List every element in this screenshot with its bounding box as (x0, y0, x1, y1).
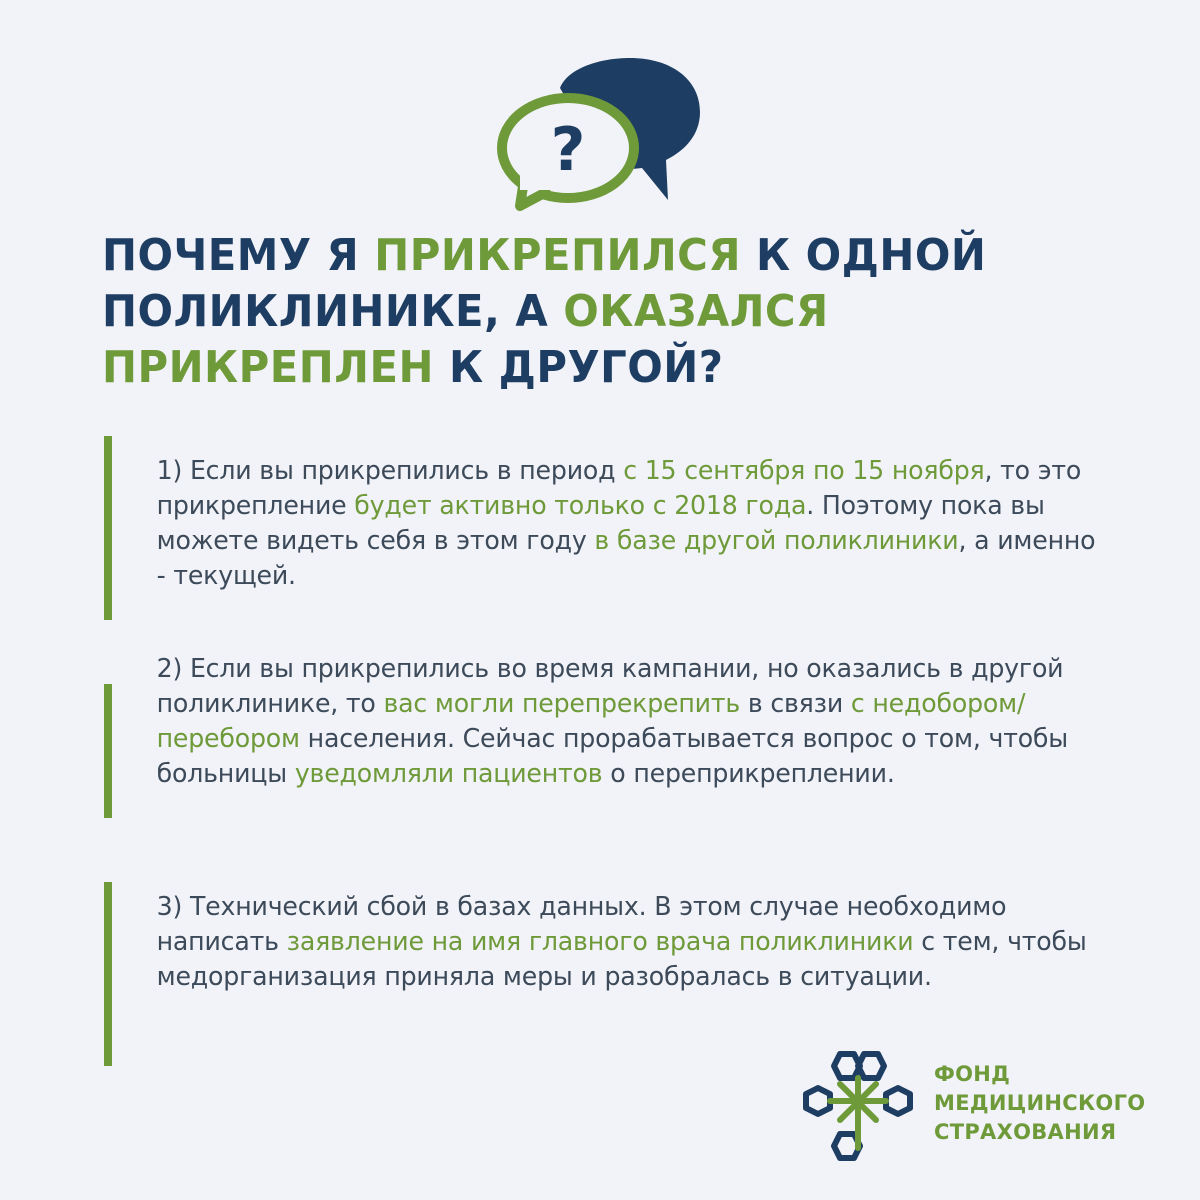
point-2-text: 2) Если вы прикрепились во время кампании, но оказались в другой поликлинике, то вас могли перепрекрепить в связи с недобором/перебором населения. Сейчас прорабатывается вопрос о том, чтобы больницы уведомляли пациентов о переприкреплении. (156, 654, 1069, 789)
point-2 (104, 654, 1132, 818)
point-1-text: 1) Если вы прикрепились в период с 15 сентября по 15 ноября, то это прикрепление будет активно только с 2018 года. Поэтому пока вы можете видеть себя в этом году в базе другой поликлиники, а именно - текущей. (156, 456, 1096, 591)
speech-bubbles-question-icon (490, 50, 710, 220)
fund-name-line-2: МЕДИЦИНСКОГО (934, 1091, 1146, 1115)
point-3 (104, 882, 1132, 1066)
page-title: ПОЧЕМУ Я ПРИКРЕПИЛСЯ К ОДНОЙ ПОЛИКЛИНИКЕ, А ОКАЗАЛСЯ ПРИКРЕПЛЕН К ДРУГОЙ? (102, 230, 987, 393)
fund-snowflake-logo-icon (800, 1048, 916, 1164)
fund-name (934, 1060, 1145, 1147)
question-mark: ? (550, 115, 586, 185)
point-1 (104, 436, 1132, 620)
point-3-text: 3) Технический сбой в базах данных. В этом случае необходимо написать заявление на имя главного врача поликлиники с тем, чтобы медорганизация приняла меры и разобралась в ситуации. (156, 892, 1087, 992)
fund-name-line-3: СТРАХОВАНИЯ (934, 1120, 1117, 1144)
fund-name-line-1: ФОНД (934, 1062, 1011, 1086)
